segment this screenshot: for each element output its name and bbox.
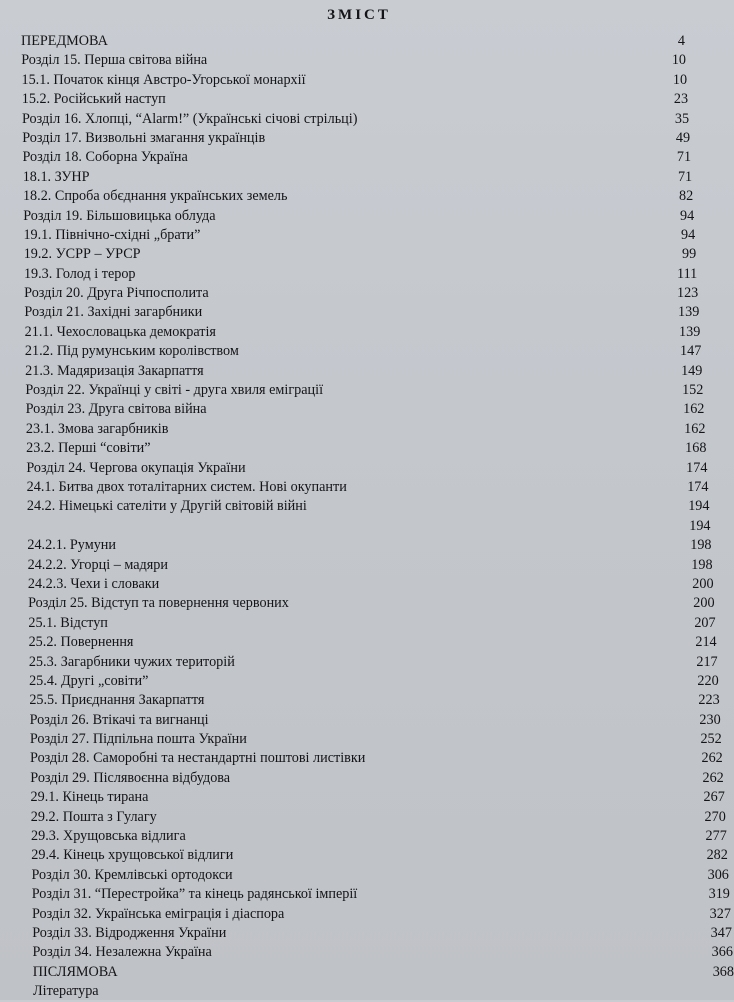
toc-entry [0, 90, 718, 109]
toc-entry-page: 149 [681, 362, 703, 379]
toc-entry [0, 943, 733, 962]
toc-entry [0, 653, 718, 672]
toc-entry-label: ПІСЛЯМОВА [32, 963, 118, 980]
toc-entry [0, 905, 731, 924]
toc-entry-page: 174 [686, 459, 708, 476]
toc-entry-label: Розділ 18. Соборна Україна [22, 149, 188, 166]
toc-entry-label: Розділ 17. Визвольні змагання українців [22, 129, 266, 146]
toc-entry [0, 148, 718, 167]
toc-entry-page: 277 [705, 828, 727, 845]
toc-entry [0, 51, 718, 70]
toc-entry [0, 381, 718, 400]
toc-entry [0, 827, 727, 846]
toc-entry [0, 323, 718, 342]
toc-entry-page: 200 [692, 575, 714, 592]
toc-entry-label: 18.2. Спроба обєднання українських земель [22, 188, 288, 205]
toc-entry-page: 262 [702, 769, 724, 786]
toc-entry [0, 459, 718, 478]
toc-entry-label: Розділ 24. Чергова окупація України [26, 459, 246, 476]
toc-entry-label: Розділ 34. Незалежна Україна [32, 944, 212, 961]
toc-entry [0, 594, 718, 613]
toc-entry [0, 808, 726, 827]
toc-entry [0, 362, 718, 381]
toc-entry [0, 71, 718, 90]
toc-entry [0, 342, 718, 361]
toc-entry-label: 29.2. Пошта з Гулагу [30, 808, 157, 825]
toc-entry [0, 284, 718, 303]
toc-entry-page: 4 [677, 33, 685, 49]
toc-entry-page: 252 [700, 731, 722, 748]
toc-entry [0, 129, 718, 148]
toc-entry-label: Розділ 15. Перша світова війна [21, 52, 208, 69]
toc-entry-label: ПЕРЕДМОВА [21, 33, 108, 49]
toc-entry-page: 223 [698, 692, 720, 709]
toc-entry-label: 25.1. Відступ [28, 614, 108, 631]
toc-entry-label: 25.4. Другі „совіти” [29, 672, 149, 689]
toc-entry [0, 924, 732, 943]
toc-entry-label: 21.3. Мадяризація Закарпаття [25, 362, 204, 379]
toc-entry [0, 110, 718, 129]
toc-entry-label: 15.1. Початок кінця Австро-Угорської монархії [21, 71, 306, 88]
toc-entry-label: Розділ 31. “Перестройка” та кінець радянської імперії [31, 886, 358, 903]
toc-entry [0, 846, 728, 865]
toc-entry-label: 25.3. Загарбники чужих територій [28, 653, 235, 670]
toc-entry-label: 24.2. Німецькі сателіти у Другій світовій війні [26, 498, 307, 515]
toc-entry-page: 347 [710, 924, 732, 941]
toc-entry [0, 478, 718, 497]
toc-entry-page: 139 [679, 323, 701, 340]
toc-entry-page: 10 [671, 52, 687, 69]
toc-entry-label: Розділ 26. Втікачі та вигнанці [29, 711, 209, 728]
toc-entry-label: Розділ 32. Українська еміграція і діаспора [32, 905, 285, 922]
toc-entry-label: Розділ 23. Друга світова війна [25, 401, 207, 418]
toc-entry-page: 194 [688, 498, 710, 515]
toc-entry-label: Розділ 25. Відступ та повернення червоних [28, 595, 289, 612]
toc-entry-label: 19.3. Голод і терор [23, 265, 136, 282]
toc-entry-page: 99 [682, 246, 697, 263]
toc-entry-page: 162 [683, 401, 705, 418]
toc-entry-page: 207 [694, 614, 716, 631]
toc-entry [0, 187, 718, 206]
toc-entry [0, 711, 721, 730]
toc-entry-page: 267 [703, 789, 725, 806]
toc-entry-page: 82 [678, 188, 694, 205]
toc-entry [0, 168, 718, 187]
toc-entry-label: Розділ 33. Відродження України [32, 924, 227, 941]
toc-entry [0, 556, 718, 575]
toc-entry [0, 226, 718, 245]
toc-entry [0, 730, 722, 749]
toc-entry [0, 303, 718, 322]
toc-entry-page: 152 [682, 382, 704, 399]
toc-entry-label: 24.2.1. Румуни [27, 537, 116, 554]
toc-entry-page: 10 [672, 71, 688, 88]
toc-entry-page: 111 [677, 265, 698, 282]
toc-entry-label: Розділ 21. Західні загарбники [24, 304, 203, 321]
toc-entry-label: 23.1. Змова загарбників [25, 420, 169, 437]
toc-entry-page: 368 [712, 963, 734, 980]
toc-entry-label: Розділ 22. Українці у світі - друга хвиля еміграції [25, 382, 324, 399]
toc-entry-label: 18.1. ЗУНР [22, 168, 90, 185]
toc-entry-page: 94 [681, 226, 696, 243]
toc-entry-page: 49 [675, 129, 691, 146]
toc-entry-page: 319 [708, 886, 730, 903]
toc-entry-label: 23.2. Перші “совіти” [26, 440, 151, 457]
toc-entry-label: Розділ 16. Хлопці, “Alarm!” (Українські січові стрільці) [21, 110, 358, 127]
toc-entry [0, 672, 718, 691]
toc-entry-page: 23 [673, 91, 689, 108]
toc-entry [0, 32, 718, 51]
table-of-contents [0, 32, 734, 1002]
toc-entry [0, 536, 718, 555]
page-title: ЗМІСТ [327, 7, 391, 23]
toc-entry-page: 71 [676, 149, 692, 166]
toc-entry-label: 21.2. Під румунським королівством [24, 343, 239, 360]
toc-entry-page: 94 [679, 207, 695, 224]
toc-entry-page: 366 [711, 944, 733, 961]
toc-entry [0, 517, 718, 536]
toc-entry-label: Розділ 28. Саморобні та нестандартні поштові листівки [30, 750, 366, 767]
toc-entry-page: 198 [690, 537, 712, 554]
toc-entry [0, 982, 718, 1001]
toc-entry-label: 29.1. Кінець тирана [30, 789, 149, 806]
toc-entry-page: 230 [699, 711, 721, 728]
toc-entry-page: 220 [697, 672, 719, 689]
toc-entry [0, 749, 723, 768]
toc-entry-label: 25.5. Приєднання Закарпаття [29, 692, 205, 709]
toc-entry-page: 35 [674, 110, 690, 127]
toc-entry-label: Розділ 20. Друга Річпосполита [24, 285, 209, 302]
toc-entry-page: 162 [684, 420, 706, 437]
toc-entry-page: 168 [685, 440, 707, 457]
toc-entry [0, 439, 718, 458]
toc-entry-label: 25.2. Повернення [28, 634, 134, 651]
toc-entry-label: 19.2. УСРР – УРСР [23, 246, 141, 263]
toc-entry-label: 19.1. Північно-східні „брати” [23, 226, 201, 243]
toc-entry-page: 217 [696, 653, 718, 670]
toc-entry-page: 139 [678, 304, 700, 321]
toc-entry [0, 614, 718, 633]
toc-entry [0, 633, 718, 652]
toc-entry-label: 24.2.3. Чехи і словаки [27, 575, 160, 592]
toc-entry-label: 24.2.2. Угорці – мадяри [27, 556, 168, 573]
toc-entry-page: 262 [701, 750, 723, 767]
toc-entry-label: 29.4. Кінець хрущовської відлиги [31, 847, 234, 864]
toc-entry-page: 123 [676, 285, 699, 302]
toc-entry-label: Розділ 30. Кремлівські ортодокси [31, 866, 233, 883]
toc-entry [0, 245, 718, 264]
toc-entry [0, 885, 730, 904]
toc-entry-page: 327 [709, 905, 731, 922]
toc-entry [0, 400, 718, 419]
toc-entry [0, 497, 718, 516]
toc-entry-label: 15.2. Російський наступ [21, 91, 166, 108]
toc-entry-label: 29.3. Хрущовська відлига [31, 828, 186, 845]
toc-entry-page: 214 [695, 634, 717, 651]
toc-entry-page: 174 [687, 478, 709, 495]
toc-entry-page: 270 [704, 808, 726, 825]
toc-entry [0, 265, 718, 284]
toc-entry-label: 21.1. Чехословацька демократія [24, 323, 216, 340]
toc-entry [0, 691, 718, 710]
toc-entry [0, 575, 718, 594]
toc-entry-page: 198 [691, 556, 713, 573]
toc-entry-page: 200 [693, 595, 715, 612]
toc-entry [0, 769, 724, 788]
toc-entry-page: 71 [677, 168, 693, 185]
toc-entry [0, 788, 725, 807]
toc-entry-label: Розділ 27. Підпільна пошта України [29, 731, 247, 748]
toc-entry-label: 24.1. Битва двох тоталітарних систем. Нові окупанти [26, 478, 347, 495]
toc-entry-page: 306 [707, 866, 729, 883]
toc-entry-page: 282 [706, 847, 728, 864]
toc-entry-page: 147 [680, 343, 702, 360]
toc-entry [0, 963, 734, 982]
toc-entry-label: Розділ 29. Післявоєнна відбудова [30, 769, 231, 786]
toc-entry [0, 207, 718, 226]
toc-entry-label: Розділ 19. Більшовицька облуда [23, 207, 216, 224]
toc-entry [0, 866, 729, 885]
toc-entry-label: Література [33, 983, 99, 1000]
toc-entry-page: 194 [689, 517, 711, 534]
toc-entry [0, 420, 718, 439]
